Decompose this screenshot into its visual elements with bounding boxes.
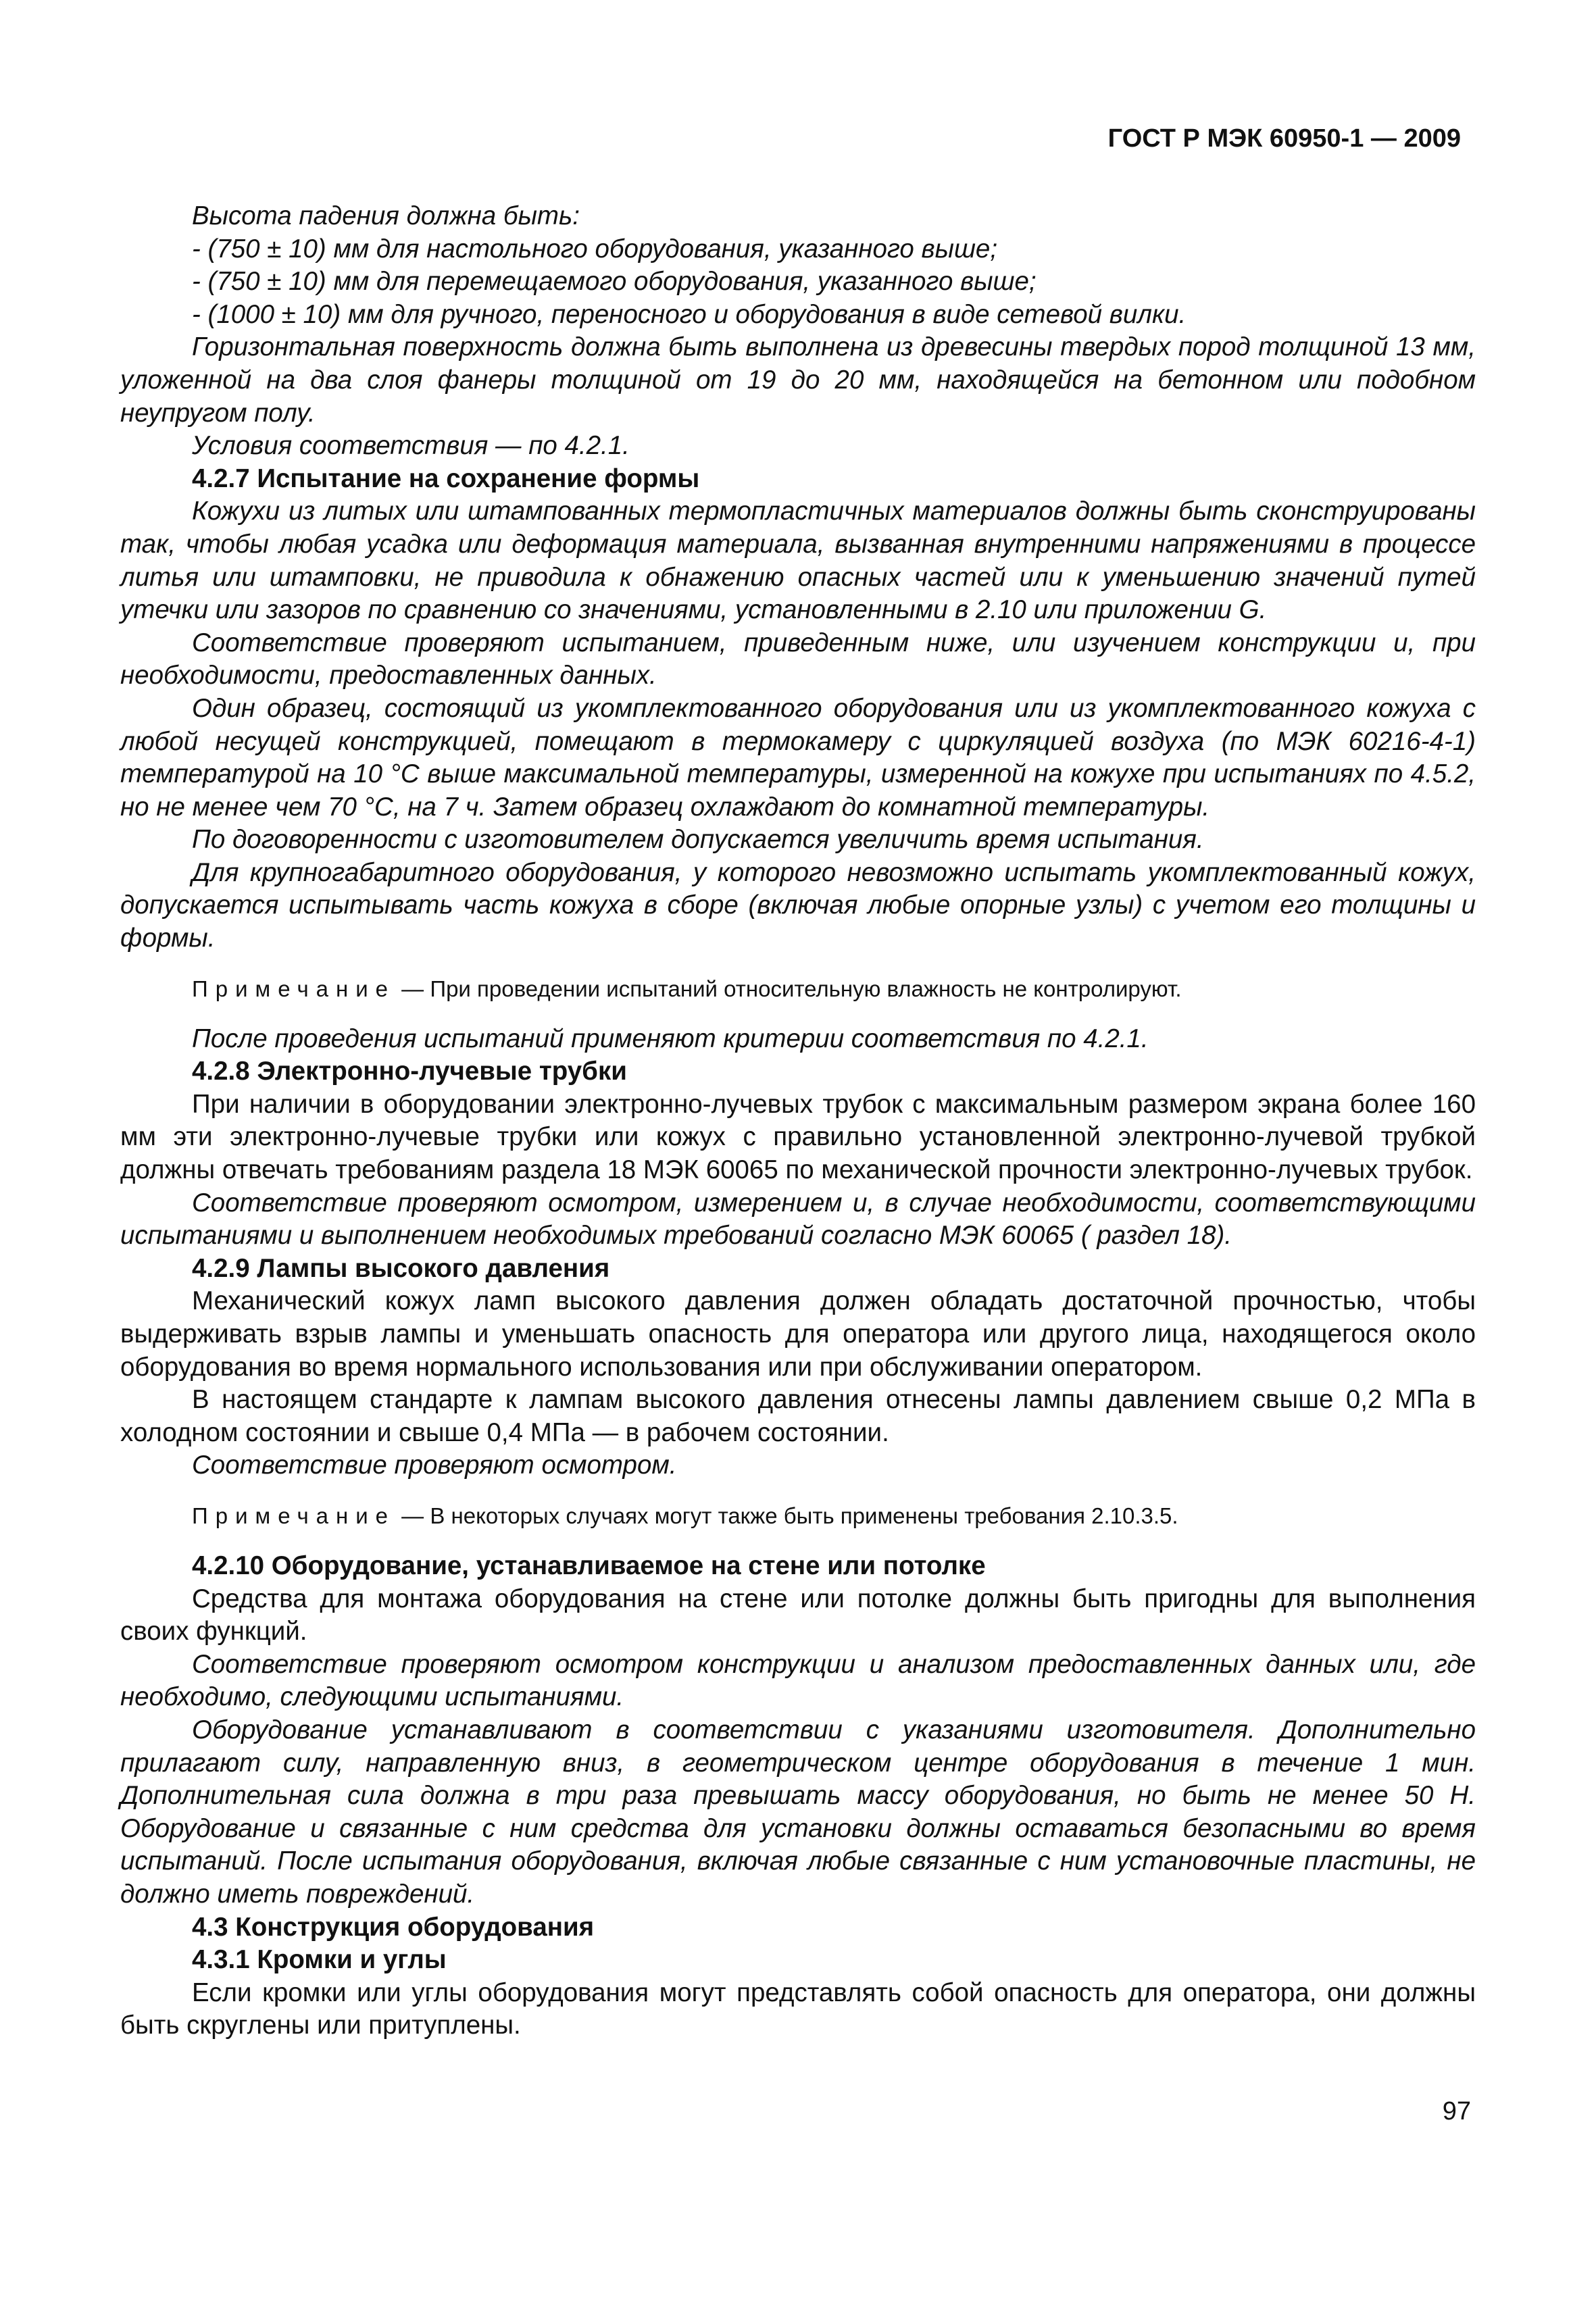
list-item: - (750 ± 10) мм для перемещаемого оборудования, указанного выше;	[192, 267, 1037, 297]
page-body	[120, 200, 1476, 2042]
paragraph: Оборудование устанавливают в соответствии с указаниями изготовителя. Дополнительно прилагают силу, направленную вниз, в геометрическом центре оборудования в течение 1 мин. Дополнительная сила должна в три раза превышать массу оборудования, но быть не менее 50 Н. Оборудование и связанные с ним средства для установки должны оставаться безопасными во время испытаний. После испытания оборудования, включая любые связанные с ним установочные пластины, не должно иметь повреждений.	[120, 1715, 1476, 1909]
paragraph: Горизонтальная поверхность должна быть выполнена из древесины твердых пород толщиной 13 мм, уложенной на два слоя фанеры толщиной от 19 до 20 мм, находящейся на бетонном или подобном неупругом полу.	[120, 332, 1476, 428]
note-label: Примечание	[192, 976, 396, 1001]
note	[120, 974, 1476, 1004]
section-heading: 4.2.10 Оборудование, устанавливаемое на стене или потолке	[192, 1551, 986, 1580]
paragraph: Средства для монтажа оборудования на стене или потолке должны быть пригодны для выполнения своих функций.	[120, 1584, 1476, 1646]
note-label: Примечание	[192, 1503, 396, 1528]
paragraph: Соответствие проверяют осмотром.	[192, 1451, 677, 1480]
paragraph: Высота падения должна быть:	[192, 201, 580, 230]
note	[120, 1501, 1476, 1531]
page-number: 97	[1442, 2097, 1471, 2126]
paragraph: Для крупногабаритного оборудования, у которого невозможно испытать укомплектованный кожух, допускается испытывать часть кожуха в сборе (включая любые опорные узлы) с учетом его толщины и формы.	[120, 857, 1476, 953]
paragraph: Если кромки или углы оборудования могут представлять собой опасность для оператора, они должны быть скруглены или притуплены.	[120, 1978, 1476, 2040]
standard-header: ГОСТ Р МЭК 60950-1 — 2009	[1107, 124, 1461, 153]
paragraph: После проведения испытаний применяют критерии соответствия по 4.2.1.	[192, 1024, 1149, 1053]
list-item: - (750 ± 10) мм для настольного оборудования, указанного выше;	[192, 234, 998, 263]
section-heading: 4.2.8 Электронно-лучевые трубки	[192, 1057, 627, 1086]
paragraph: Условия соответствия — по 4.2.1.	[192, 431, 630, 461]
section-heading: 4.3.1 Кромки и углы	[192, 1945, 447, 1975]
note-text: — При проведении испытаний относительную влажность не контролируют.	[395, 976, 1182, 1001]
section-heading: 4.2.9 Лампы высокого давления	[192, 1253, 610, 1283]
list-item: - (1000 ± 10) мм для ручного, переносного и оборудования в виде сетевой вилки.	[192, 299, 1187, 329]
paragraph: Соответствие проверяют испытанием, приведенным ниже, или изучением конструкции и, при необходимости, предоставленных данных.	[120, 628, 1476, 690]
paragraph: Механический кожух ламп высокого давления должен обладать достаточной прочностью, чтобы выдерживать взрыв лампы и уменьшать опасность для оператора или другого лица, находящегося около оборудования во время нормального использования или при обслуживании оператором.	[120, 1286, 1476, 1382]
note-text: — В некоторых случаях могут также быть применены требования 2.10.3.5.	[395, 1503, 1178, 1528]
paragraph: В настоящем стандарте к лампам высокого давления отнесены лампы давлением свыше 0,2 МПа в холодном состоянии и свыше 0,4 МПа — в рабочем состоянии.	[120, 1385, 1476, 1447]
paragraph: По договоренности с изготовителем допускается увеличить время испытания.	[192, 825, 1204, 855]
paragraph: Соответствие проверяют осмотром конструкции и анализом предоставленных данных или, где необходимо, следующими испытаниями.	[120, 1649, 1476, 1712]
paragraph: Один образец, состоящий из укомплектованного оборудования или из укомплектованного кожуха с любой несущей конструкцией, помещают в термокамеру с циркуляцией воздуха (по МЭК 60216-4-1) температурой на 10 °С выше максимальной температуры, измеренной на кожухе при испытаниях по 4.5.2, но не менее чем 70 °С, на 7 ч. Затем образец охлаждают до комнатной температуры.	[120, 693, 1476, 822]
paragraph: Кожухи из литых или штампованных термопластичных материалов должны быть сконструированы так, чтобы любая усадка или деформация материала, вызванная внутренними напряжениями в процессе литья или штамповки, не приводила к обнажению опасных частей или к уменьшению значений путей утечки или зазоров по сравнению со значениями, установленными в 2.10 или приложении G.	[120, 497, 1476, 625]
section-heading: 4.2.7 Испытание на сохранение формы	[192, 463, 700, 493]
section-heading: 4.3 Конструкция оборудования	[192, 1912, 595, 1942]
paragraph: Соответствие проверяют осмотром, измерением и, в случае необходимости, соответствующими испытаниями и выполнением необходимых требований согласно МЭК 60065 ( раздел 18).	[120, 1188, 1476, 1251]
paragraph: При наличии в оборудовании электронно-лучевых трубок с максимальным размером экрана более 160 мм эти электронно-лучевые трубки или кожух с правильно установленной электронно-лучевой трубкой должны отвечать требованиям раздела 18 МЭК 60065 по механической прочности электронно-лучевых трубок.	[120, 1089, 1476, 1185]
